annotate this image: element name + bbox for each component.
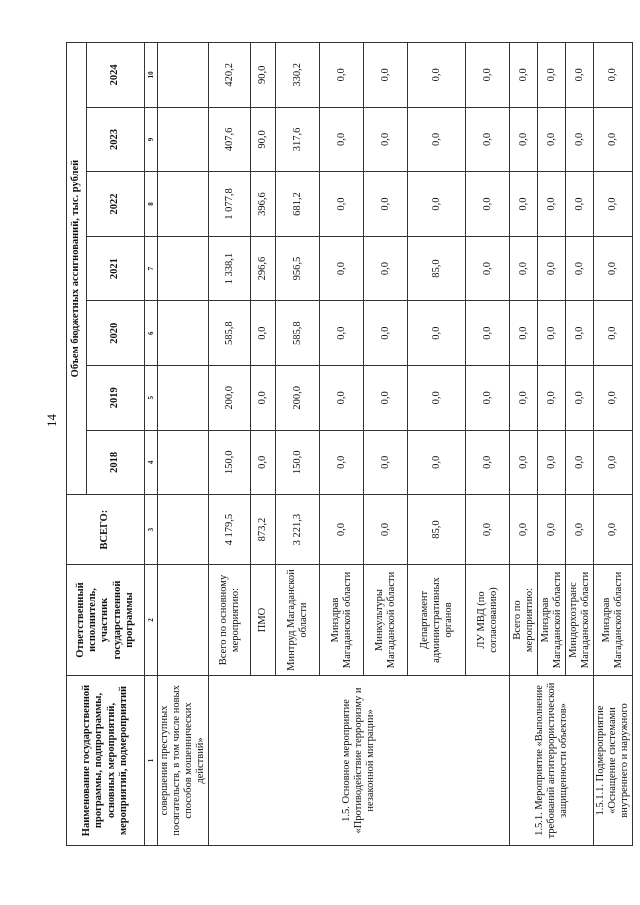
value-cell: 0,0 xyxy=(466,430,510,495)
header-year: 2023 xyxy=(87,107,145,172)
value-cell: 90,0 xyxy=(251,107,276,172)
executor-cell: Департамент административных органов xyxy=(408,565,466,676)
value-cell: 0,0 xyxy=(364,301,408,366)
value-cell xyxy=(158,301,209,366)
value-cell: 330,2 xyxy=(276,43,320,108)
value-cell: 0,0 xyxy=(364,43,408,108)
column-number: 5 xyxy=(145,365,158,430)
value-cell xyxy=(158,430,209,495)
column-number: 3 xyxy=(145,495,158,565)
executor-cell: Всего по основному мероприятию: xyxy=(209,565,251,676)
row-name-continuation: совершения преступных посягательств, в том числе новых способов мошеннических действий» xyxy=(158,675,209,845)
value-cell: 0,0 xyxy=(251,301,276,366)
value-cell: 0,0 xyxy=(320,43,364,108)
value-cell: 0,0 xyxy=(408,107,466,172)
value-cell: 0,0 xyxy=(566,365,594,430)
activity-1-5-1: 1.5.1. Мероприятие «Выполнение требований антитеррористической защищенности объектов» xyxy=(510,675,594,845)
executor-cell: Минтруд Магаданской области xyxy=(276,565,320,676)
value-cell: 396,6 xyxy=(251,172,276,237)
header-year: 2024 xyxy=(87,43,145,108)
executor-cell: ЛУ МВД (по согласованию) xyxy=(466,565,510,676)
column-number: 9 xyxy=(145,107,158,172)
executor-cell: Минздрав Магаданской области xyxy=(320,565,364,676)
value-cell: 0,0 xyxy=(466,301,510,366)
header-executor: Ответственный исполнитель, участник государственной программы xyxy=(67,565,145,676)
value-cell: 407,6 xyxy=(209,107,251,172)
value-cell: 150,0 xyxy=(209,430,251,495)
value-cell: 0,0 xyxy=(538,430,566,495)
value-cell: 0,0 xyxy=(466,236,510,301)
value-cell xyxy=(158,43,209,108)
column-number: 10 xyxy=(145,43,158,108)
value-cell: 200,0 xyxy=(276,365,320,430)
total-cell: 85,0 xyxy=(408,495,466,565)
value-cell: 0,0 xyxy=(594,107,633,172)
value-cell: 0,0 xyxy=(408,301,466,366)
value-cell: 0,0 xyxy=(538,107,566,172)
total-cell xyxy=(158,495,209,565)
value-cell: 585,8 xyxy=(209,301,251,366)
header-year: 2018 xyxy=(87,430,145,495)
value-cell: 0,0 xyxy=(320,365,364,430)
rotated-table-wrapper xyxy=(66,42,631,846)
value-cell: 0,0 xyxy=(566,172,594,237)
value-cell: 681,2 xyxy=(276,172,320,237)
value-cell: 0,0 xyxy=(408,365,466,430)
column-number: 8 xyxy=(145,172,158,237)
value-cell: 0,0 xyxy=(594,430,633,495)
value-cell: 0,0 xyxy=(364,365,408,430)
column-number: 1 xyxy=(145,675,158,845)
value-cell: 90,0 xyxy=(251,43,276,108)
value-cell: 0,0 xyxy=(566,236,594,301)
value-cell: 0,0 xyxy=(538,236,566,301)
column-number: 6 xyxy=(145,301,158,366)
value-cell: 0,0 xyxy=(510,236,538,301)
executor-cell: Минздрав Магаданской области xyxy=(594,565,633,676)
value-cell: 0,0 xyxy=(594,172,633,237)
value-cell: 420,2 xyxy=(209,43,251,108)
value-cell: 0,0 xyxy=(538,172,566,237)
value-cell: 0,0 xyxy=(566,430,594,495)
header-year: 2019 xyxy=(87,365,145,430)
value-cell: 0,0 xyxy=(251,430,276,495)
total-cell: 0,0 xyxy=(510,495,538,565)
header-total: ВСЕГО: xyxy=(67,495,145,565)
value-cell: 0,0 xyxy=(566,107,594,172)
total-cell: 0,0 xyxy=(364,495,408,565)
value-cell: 0,0 xyxy=(594,301,633,366)
value-cell: 0,0 xyxy=(408,430,466,495)
value-cell xyxy=(158,236,209,301)
value-cell: 0,0 xyxy=(320,236,364,301)
value-cell: 0,0 xyxy=(364,236,408,301)
value-cell: 0,0 xyxy=(538,301,566,366)
executor-cell: Всего по мероприятию: xyxy=(510,565,538,676)
value-cell: 0,0 xyxy=(594,365,633,430)
value-cell: 0,0 xyxy=(510,43,538,108)
value-cell: 0,0 xyxy=(408,43,466,108)
value-cell: 0,0 xyxy=(510,172,538,237)
value-cell: 1 338,1 xyxy=(209,236,251,301)
total-cell: 4 179,5 xyxy=(209,495,251,565)
value-cell: 0,0 xyxy=(364,172,408,237)
value-cell: 956,5 xyxy=(276,236,320,301)
header-year: 2022 xyxy=(87,172,145,237)
header-budget-group: Объем бюджетных ассигнований, тыс. рублей xyxy=(67,43,87,495)
value-cell: 0,0 xyxy=(594,43,633,108)
value-cell: 0,0 xyxy=(538,365,566,430)
total-cell: 873,2 xyxy=(251,495,276,565)
value-cell: 0,0 xyxy=(466,365,510,430)
value-cell: 0,0 xyxy=(364,430,408,495)
total-cell: 3 221,3 xyxy=(276,495,320,565)
value-cell: 0,0 xyxy=(251,365,276,430)
header-name: Наименование государственной программы, подпрограммы, основных мероприятий, мероприятий, подмероприятий xyxy=(67,675,145,845)
value-cell: 0,0 xyxy=(510,301,538,366)
subactivity-1-5-1-1: 1.5.1.1. Подмероприятие «Оснащение системами внутреннего и наружного xyxy=(594,675,633,845)
total-cell: 0,0 xyxy=(566,495,594,565)
column-number: 4 xyxy=(145,430,158,495)
header-year: 2021 xyxy=(87,236,145,301)
value-cell: 317,6 xyxy=(276,107,320,172)
value-cell: 0,0 xyxy=(466,43,510,108)
page-number: 14 xyxy=(44,414,59,427)
column-number: 7 xyxy=(145,236,158,301)
value-cell xyxy=(158,365,209,430)
value-cell: 0,0 xyxy=(538,43,566,108)
value-cell: 0,0 xyxy=(594,236,633,301)
value-cell: 200,0 xyxy=(209,365,251,430)
value-cell xyxy=(158,107,209,172)
executor-cell: ПМО xyxy=(251,565,276,676)
total-cell: 0,0 xyxy=(320,495,364,565)
value-cell: 585,8 xyxy=(276,301,320,366)
value-cell: 296,6 xyxy=(251,236,276,301)
column-number: 2 xyxy=(145,565,158,676)
value-cell: 0,0 xyxy=(466,107,510,172)
value-cell: 150,0 xyxy=(276,430,320,495)
header-year: 2020 xyxy=(87,301,145,366)
executor-cell xyxy=(158,565,209,676)
value-cell: 0,0 xyxy=(320,172,364,237)
value-cell: 0,0 xyxy=(510,107,538,172)
value-cell: 0,0 xyxy=(364,107,408,172)
value-cell xyxy=(158,172,209,237)
total-cell: 0,0 xyxy=(594,495,633,565)
executor-cell: Минкультуры Магаданской области xyxy=(364,565,408,676)
budget-table xyxy=(66,42,633,846)
value-cell: 0,0 xyxy=(466,172,510,237)
total-cell: 0,0 xyxy=(466,495,510,565)
value-cell: 0,0 xyxy=(566,301,594,366)
value-cell: 0,0 xyxy=(320,107,364,172)
value-cell: 0,0 xyxy=(566,43,594,108)
value-cell: 85,0 xyxy=(408,236,466,301)
value-cell: 0,0 xyxy=(320,430,364,495)
value-cell: 0,0 xyxy=(510,365,538,430)
value-cell: 1 077,8 xyxy=(209,172,251,237)
executor-cell: Минздрав Магаданской области xyxy=(538,565,566,676)
value-cell: 0,0 xyxy=(320,301,364,366)
executor-cell: Миндорхозтранс Магаданской области xyxy=(566,565,594,676)
main-activity-1-5: 1.5. Основное мероприятие «Противодействие терроризму и незаконной миграции» xyxy=(209,675,510,845)
value-cell: 0,0 xyxy=(408,172,466,237)
value-cell: 0,0 xyxy=(510,430,538,495)
total-cell: 0,0 xyxy=(538,495,566,565)
